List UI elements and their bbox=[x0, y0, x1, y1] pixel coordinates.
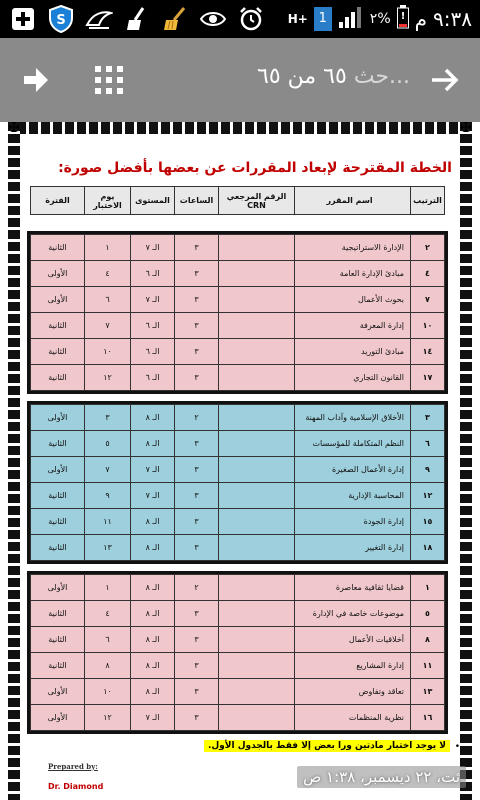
cell-period: الأولى bbox=[31, 679, 85, 705]
cell-order: ٢ bbox=[411, 235, 445, 261]
svg-text:!: ! bbox=[400, 11, 405, 22]
cell-exam-day: ٣ bbox=[85, 405, 131, 431]
header-hours: الساعات bbox=[175, 187, 219, 215]
cell-order: ١٥ bbox=[411, 509, 445, 535]
notification-icons bbox=[8, 4, 266, 34]
cell-crn bbox=[219, 339, 295, 365]
cell-level: الـ ٨ bbox=[131, 653, 175, 679]
cell-period: الثانية bbox=[31, 313, 85, 339]
cell-course-name: القانون التجاري bbox=[295, 365, 411, 391]
cell-level: الـ ٨ bbox=[131, 431, 175, 457]
cell-level: الـ ٦ bbox=[131, 261, 175, 287]
eye-icon bbox=[198, 4, 228, 34]
course-block-2 bbox=[30, 404, 445, 561]
header-exam-day: يوم الاختبار bbox=[85, 187, 131, 215]
cell-course-name: المحاسبة الإدارية bbox=[295, 483, 411, 509]
page-border-top bbox=[8, 122, 472, 134]
status-bar bbox=[0, 0, 480, 38]
cell-level: الـ ٨ bbox=[131, 535, 175, 561]
header-level: المستوى bbox=[131, 187, 175, 215]
cell-period: الثانية bbox=[31, 601, 85, 627]
cell-order: ٧ bbox=[411, 287, 445, 313]
prepared-by-label: Prepared by: bbox=[48, 762, 98, 771]
table-row bbox=[31, 575, 445, 601]
cell-course-name: الإدارة الاستراتيجية bbox=[295, 235, 411, 261]
course-block-3 bbox=[30, 574, 445, 731]
grid-view-icon[interactable] bbox=[95, 66, 123, 94]
cell-course-name: إدارة الجودة bbox=[295, 509, 411, 535]
cell-period: الثانية bbox=[31, 627, 85, 653]
header-period: الفترة bbox=[31, 187, 85, 215]
cell-course-name: النظم المتكاملة للمؤسسات bbox=[295, 431, 411, 457]
cell-order: ٨ bbox=[411, 627, 445, 653]
cell-level: الـ ٨ bbox=[131, 405, 175, 431]
cell-period: الأولى bbox=[31, 705, 85, 731]
cell-hours: ٣ bbox=[175, 679, 219, 705]
page-title-prefix: ...حث bbox=[353, 64, 410, 89]
document-page[interactable] bbox=[0, 122, 480, 800]
shield-icon bbox=[46, 4, 76, 34]
cell-order: ١٦ bbox=[411, 705, 445, 731]
page-title bbox=[257, 64, 410, 89]
cell-order: ١١ bbox=[411, 653, 445, 679]
cell-course-name: قضايا ثقافية معاصرة bbox=[295, 575, 411, 601]
table-row bbox=[31, 261, 445, 287]
battery-percent: ٢% bbox=[369, 11, 391, 27]
add-icon bbox=[8, 4, 38, 34]
cell-hours: ٢ bbox=[175, 575, 219, 601]
table-row bbox=[31, 679, 445, 705]
cell-course-name: إدارة الأعمال الصغيرة bbox=[295, 457, 411, 483]
cell-level: الـ ٦ bbox=[131, 313, 175, 339]
cell-period: الثانية bbox=[31, 339, 85, 365]
cell-exam-day: ١٠ bbox=[85, 679, 131, 705]
cell-crn bbox=[219, 261, 295, 287]
cell-course-name: مبادئ الإدارة العامة bbox=[295, 261, 411, 287]
cell-order: ٦ bbox=[411, 431, 445, 457]
cell-period: الأولى bbox=[31, 287, 85, 313]
table-header bbox=[30, 186, 445, 215]
page-border-right bbox=[460, 122, 472, 800]
cell-level: الـ ٨ bbox=[131, 601, 175, 627]
cell-order: ١٤ bbox=[411, 339, 445, 365]
cell-period: الثانية bbox=[31, 653, 85, 679]
cell-exam-day: ٧ bbox=[85, 313, 131, 339]
cell-order: ١٠ bbox=[411, 313, 445, 339]
table-row bbox=[31, 365, 445, 391]
bullet-icon: • bbox=[454, 742, 460, 752]
cell-crn bbox=[219, 679, 295, 705]
cell-period: الثانية bbox=[31, 509, 85, 535]
document-title: الخطة المقترحة لإبعاد المقررات عن بعضها بأفضل صورة: bbox=[58, 160, 452, 176]
cell-hours: ٣ bbox=[175, 535, 219, 561]
cell-hours: ٣ bbox=[175, 457, 219, 483]
cell-level: الـ ٧ bbox=[131, 235, 175, 261]
cell-crn bbox=[219, 535, 295, 561]
table-row bbox=[31, 653, 445, 679]
cell-crn bbox=[219, 235, 295, 261]
cell-exam-day: ٧ bbox=[85, 457, 131, 483]
table-row bbox=[31, 483, 445, 509]
header-course-name: اسم المقرر bbox=[295, 187, 411, 215]
cell-hours: ٣ bbox=[175, 235, 219, 261]
cell-period: الأولى bbox=[31, 457, 85, 483]
page-counter: ٦٥ من ٦٥ bbox=[257, 64, 347, 89]
table-row bbox=[31, 405, 445, 431]
cell-exam-day: ٩ bbox=[85, 483, 131, 509]
share-icon[interactable] bbox=[20, 64, 52, 96]
cell-hours: ٣ bbox=[175, 653, 219, 679]
cell-exam-day: ٨ bbox=[85, 653, 131, 679]
status-indicators bbox=[288, 4, 472, 34]
table-row bbox=[31, 627, 445, 653]
cell-hours: ٣ bbox=[175, 627, 219, 653]
cell-crn bbox=[219, 431, 295, 457]
cell-level: الـ ٨ bbox=[131, 575, 175, 601]
cell-crn bbox=[219, 601, 295, 627]
cell-order: ١٢ bbox=[411, 483, 445, 509]
cell-period: الثانية bbox=[31, 535, 85, 561]
cell-crn bbox=[219, 509, 295, 535]
signal-icon bbox=[338, 6, 364, 32]
cell-exam-day: ٤ bbox=[85, 601, 131, 627]
cell-course-name: نظرية المنظمات bbox=[295, 705, 411, 731]
cell-course-name: الأخلاق الإسلامية وآداب المهنة bbox=[295, 405, 411, 431]
cell-course-name: بحوث الأعمال bbox=[295, 287, 411, 313]
cell-exam-day: ١٠ bbox=[85, 339, 131, 365]
cell-crn bbox=[219, 287, 295, 313]
table-row bbox=[31, 235, 445, 261]
cell-course-name: مبادئ التوريد bbox=[295, 339, 411, 365]
cell-hours: ٣ bbox=[175, 313, 219, 339]
cell-order: ١ bbox=[411, 575, 445, 601]
cell-hours: ٣ bbox=[175, 601, 219, 627]
cell-order: ١٨ bbox=[411, 535, 445, 561]
cell-level: الـ ٧ bbox=[131, 705, 175, 731]
cell-level: الـ ٧ bbox=[131, 483, 175, 509]
cell-level: الـ ٨ bbox=[131, 509, 175, 535]
table-row bbox=[31, 601, 445, 627]
cell-crn bbox=[219, 457, 295, 483]
action-bar bbox=[0, 38, 480, 122]
cell-level: الـ ٨ bbox=[131, 627, 175, 653]
author-name: Dr. Diamond bbox=[48, 782, 104, 791]
cell-exam-day: ٦ bbox=[85, 627, 131, 653]
cell-exam-day: ١ bbox=[85, 575, 131, 601]
cell-hours: ٣ bbox=[175, 339, 219, 365]
cell-order: ١٣ bbox=[411, 679, 445, 705]
cell-exam-day: ٦ bbox=[85, 287, 131, 313]
cell-course-name: إدارة المشاريع bbox=[295, 653, 411, 679]
cell-crn bbox=[219, 575, 295, 601]
back-arrow-icon[interactable] bbox=[426, 62, 462, 98]
cell-order: ٤ bbox=[411, 261, 445, 287]
cell-hours: ٣ bbox=[175, 509, 219, 535]
cell-order: ٥ bbox=[411, 601, 445, 627]
cell-period: الأولى bbox=[31, 405, 85, 431]
timestamp-overlay: ثت، ٢٢ ديسمبر، ١:٣٨ ص bbox=[297, 766, 466, 788]
cell-crn bbox=[219, 405, 295, 431]
cell-period: الثانية bbox=[31, 235, 85, 261]
broom-icon bbox=[122, 4, 152, 34]
table-row bbox=[31, 313, 445, 339]
battery-icon bbox=[397, 5, 409, 33]
broom-color-icon bbox=[160, 4, 190, 34]
cell-hours: ٣ bbox=[175, 431, 219, 457]
cell-course-name: أخلاقيات الأعمال bbox=[295, 627, 411, 653]
cell-level: الـ ٦ bbox=[131, 365, 175, 391]
table-row bbox=[31, 339, 445, 365]
cell-order: ١٧ bbox=[411, 365, 445, 391]
clock-time: ٩:٣٨ bbox=[433, 7, 472, 31]
cell-hours: ٣ bbox=[175, 705, 219, 731]
ornament-icon: ✠ bbox=[460, 122, 472, 136]
header-order: الترتيب bbox=[411, 187, 445, 215]
clock-ampm: م bbox=[414, 7, 428, 31]
page-border-left bbox=[8, 122, 20, 800]
cell-period: الأولى bbox=[31, 575, 85, 601]
cell-period: الثانية bbox=[31, 365, 85, 391]
cell-course-name: تعاقد وتفاوض bbox=[295, 679, 411, 705]
course-block-1 bbox=[30, 234, 445, 391]
cell-exam-day: ١١ bbox=[85, 509, 131, 535]
alarm-icon bbox=[236, 4, 266, 34]
cell-exam-day: ٤ bbox=[85, 261, 131, 287]
table-row bbox=[31, 431, 445, 457]
cell-hours: ٣ bbox=[175, 261, 219, 287]
cell-level: الـ ٧ bbox=[131, 457, 175, 483]
cell-hours: ٣ bbox=[175, 483, 219, 509]
cell-exam-day: ١٣ bbox=[85, 535, 131, 561]
cell-order: ٣ bbox=[411, 405, 445, 431]
cell-hours: ٢ bbox=[175, 405, 219, 431]
cell-crn bbox=[219, 627, 295, 653]
cell-level: الـ ٦ bbox=[131, 339, 175, 365]
cell-crn bbox=[219, 365, 295, 391]
header-crn: الرقم المرجعي CRN bbox=[219, 187, 295, 215]
footnote: لا يوجد اختبار مادتين ورا بعض إلا فقط بالجدول الأول. bbox=[204, 740, 450, 752]
cell-exam-day: ١٢ bbox=[85, 705, 131, 731]
table-row bbox=[31, 457, 445, 483]
cell-level: الـ ٨ bbox=[131, 679, 175, 705]
cell-crn bbox=[219, 705, 295, 731]
cell-crn bbox=[219, 483, 295, 509]
table-row bbox=[31, 535, 445, 561]
svg-text:S: S bbox=[56, 13, 66, 28]
cell-exam-day: ١٢ bbox=[85, 365, 131, 391]
cell-order: ٩ bbox=[411, 457, 445, 483]
ornament-icon: ✠ bbox=[8, 122, 20, 136]
cell-period: الأولى bbox=[31, 261, 85, 287]
table-row bbox=[31, 509, 445, 535]
bird-icon bbox=[84, 4, 114, 34]
cell-course-name: إدارة المعرفة bbox=[295, 313, 411, 339]
table-row bbox=[31, 287, 445, 313]
cell-course-name: موضوعات خاصة في الإدارة bbox=[295, 601, 411, 627]
cell-crn bbox=[219, 653, 295, 679]
cell-exam-day: ٥ bbox=[85, 431, 131, 457]
cell-period: الثانية bbox=[31, 431, 85, 457]
cell-hours: ٣ bbox=[175, 287, 219, 313]
cell-course-name: إدارة التغيير bbox=[295, 535, 411, 561]
cell-period: الثانية bbox=[31, 483, 85, 509]
cell-level: الـ ٧ bbox=[131, 287, 175, 313]
cell-hours: ٣ bbox=[175, 365, 219, 391]
sim-icon: 1 bbox=[314, 7, 332, 31]
cell-crn bbox=[219, 313, 295, 339]
network-type: H+ bbox=[287, 12, 308, 26]
table-row bbox=[31, 705, 445, 731]
cell-exam-day: ١ bbox=[85, 235, 131, 261]
